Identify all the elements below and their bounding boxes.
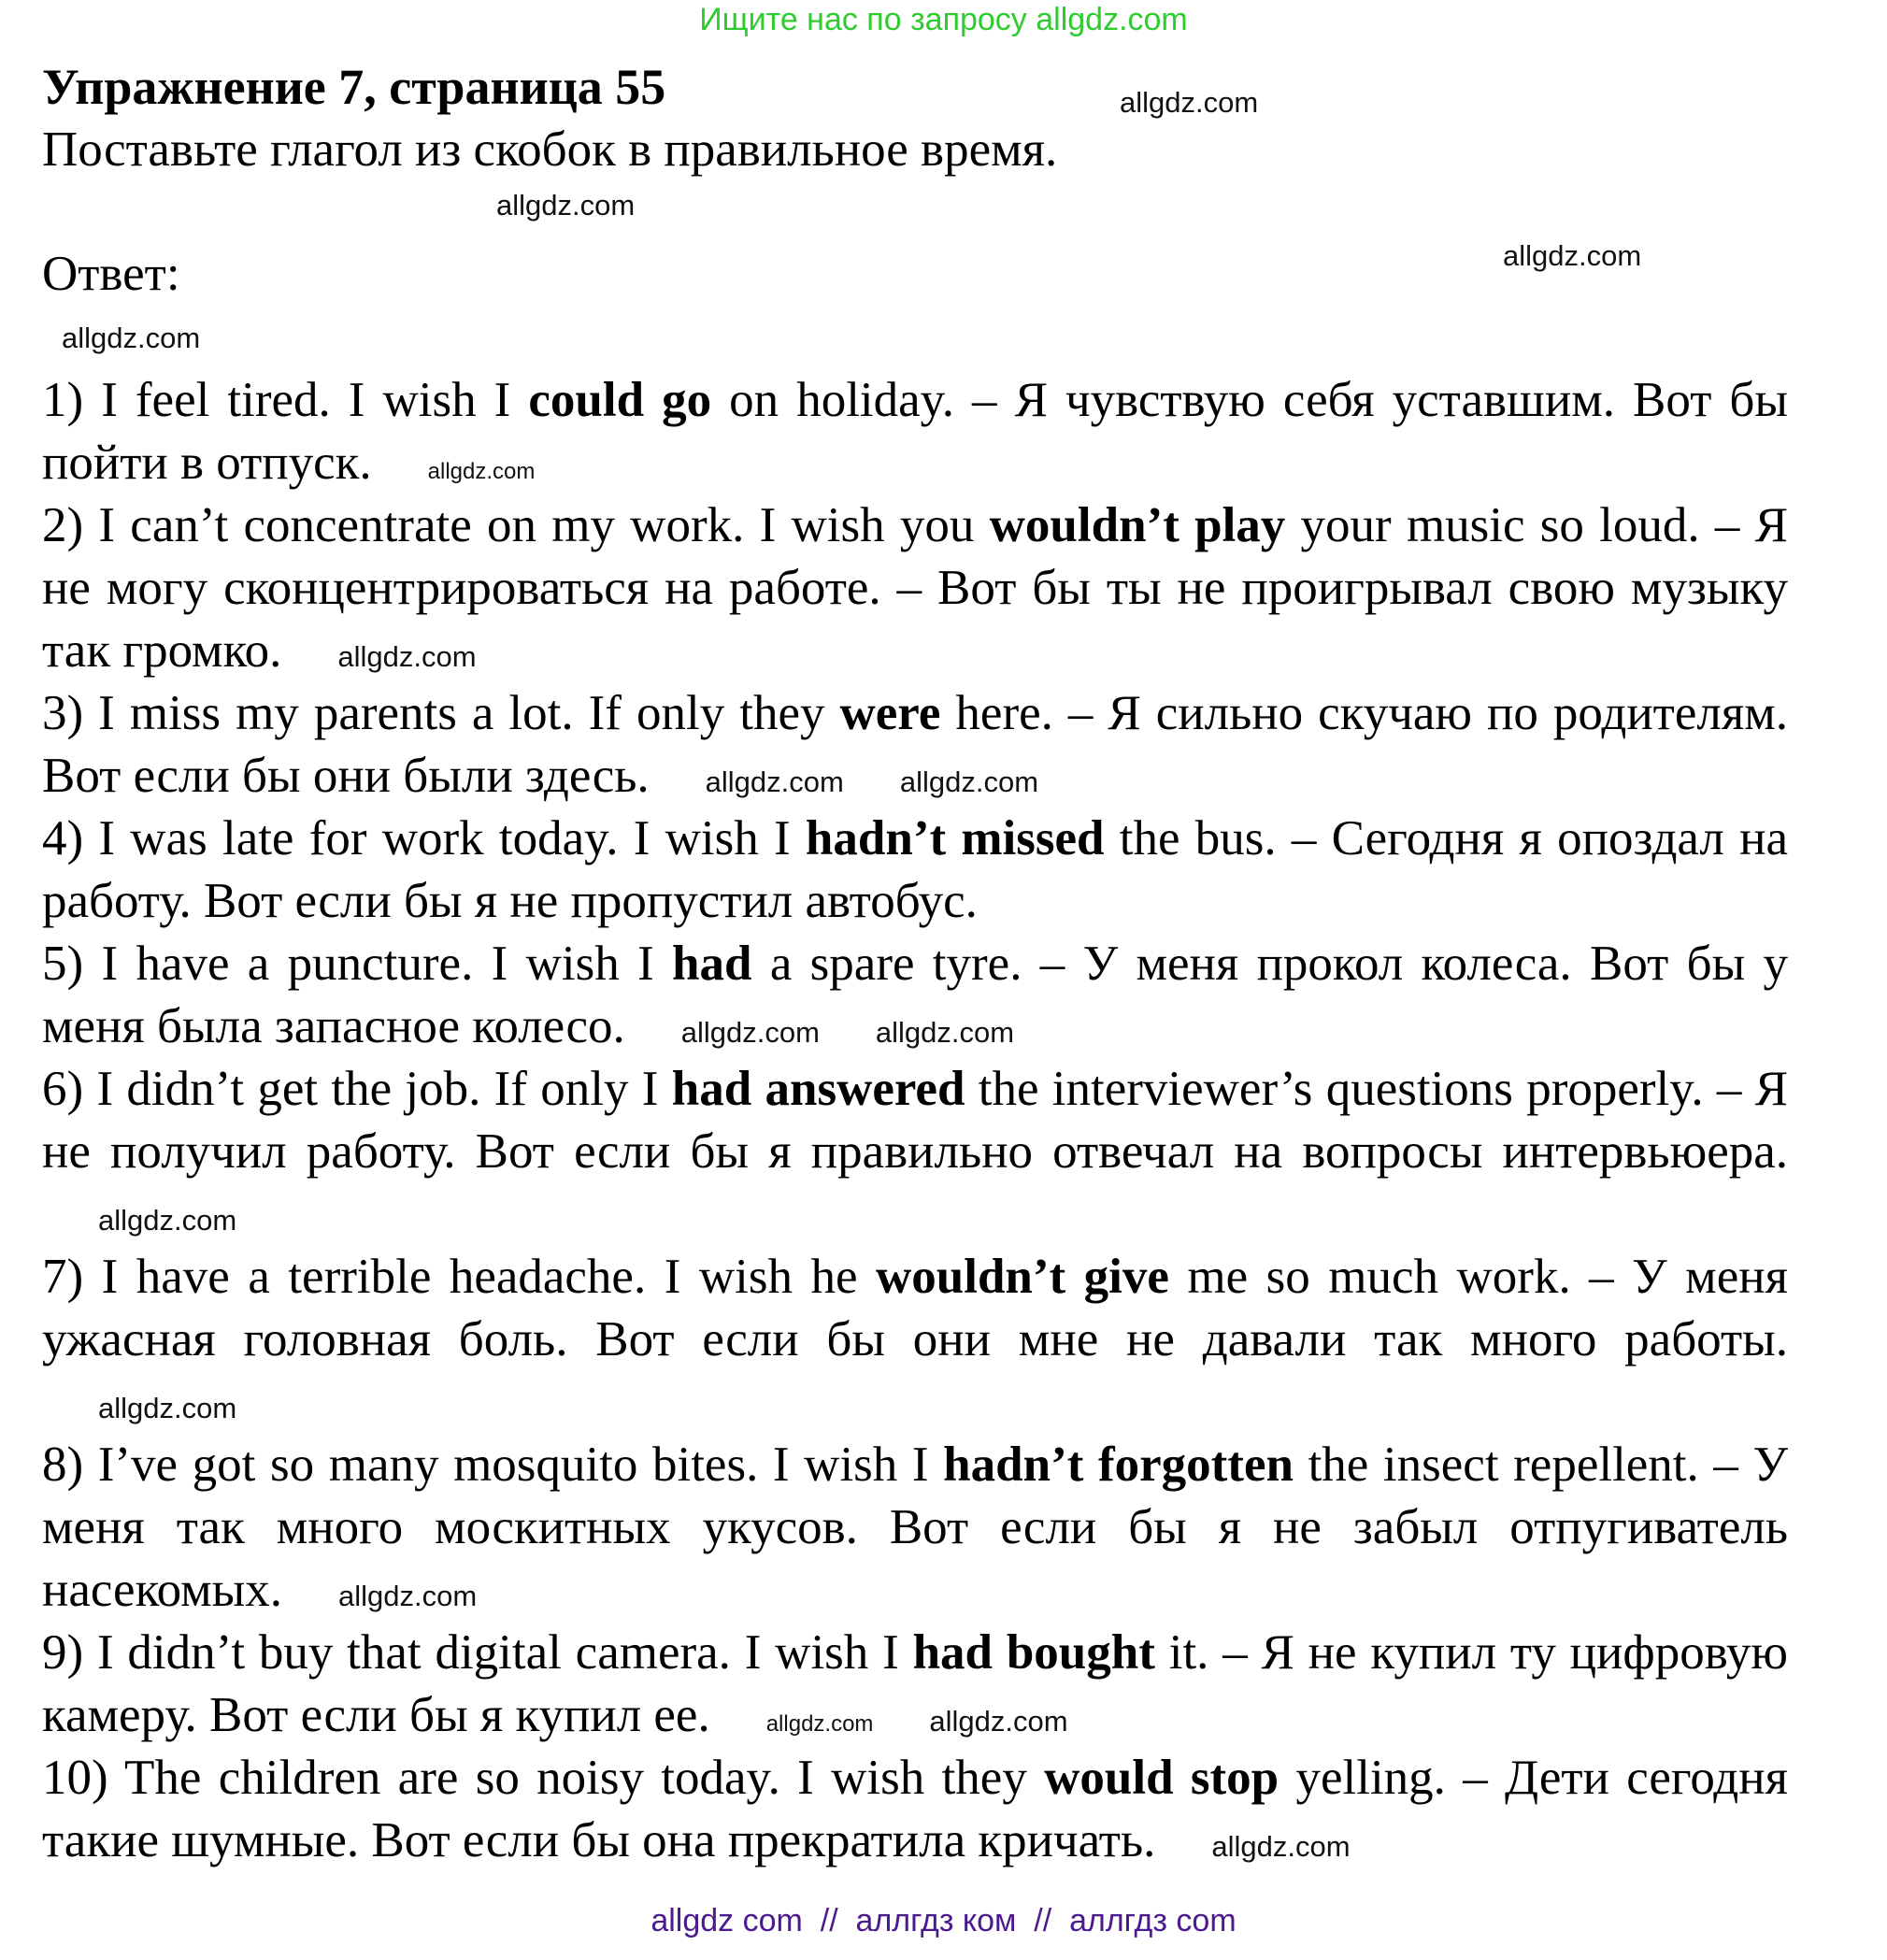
answer-item — [42, 1246, 1788, 1434]
answer-item — [42, 933, 1788, 1058]
watermark: allgdz.com — [427, 459, 536, 484]
item-answer: had bought — [912, 1625, 1155, 1680]
watermark: allgdz.com — [765, 1711, 874, 1737]
watermark: allgdz.com — [705, 765, 844, 798]
answer-item — [42, 494, 1788, 682]
item-text: the bus. – Сегодня я опоздал на работу. Вот если бы я не пропустил автобус. — [42, 811, 1788, 928]
item-answer: had — [672, 937, 752, 991]
item-text: your music so loud. – Я не могу сконцентрироваться на работе. – Вот бы ты не проигрывал свою музыку так громко. — [42, 498, 1788, 678]
answer-item — [42, 1747, 1788, 1872]
watermark: allgdz.com — [929, 1705, 1068, 1738]
item-text: 10) The children are so noisy today. I wish they — [42, 1751, 1045, 1805]
item-answer: could go — [528, 373, 712, 427]
task-text: Поставьте глагол из скобок в правильное время. — [42, 122, 1058, 177]
item-text: 8) I’ve got so many mosquito bites. I wish I — [42, 1438, 944, 1492]
item-text: here. – Я сильно скучаю по родителям. Вот если бы они были здесь. — [42, 686, 1788, 803]
watermark: allgdz.com — [680, 1016, 820, 1049]
item-text: 4) I was late for work today. I wish I — [42, 811, 806, 866]
item-text: 9) I didn’t buy that digital camera. I wish I — [42, 1625, 913, 1680]
item-answer: wouldn’t give — [875, 1250, 1169, 1304]
item-text: 1) I feel tired. I wish I — [42, 373, 529, 427]
watermark: allgdz.com — [98, 1392, 237, 1424]
answer-item — [42, 1434, 1788, 1622]
item-text: it. – Я не купил ту цифровую камеру. Вот если бы я купил ее. — [42, 1625, 1789, 1742]
watermark: allgdz.com — [1211, 1830, 1351, 1863]
watermark: allgdz.com — [875, 1016, 1015, 1049]
item-text: on holiday. – Я чувствую себя уставшим. Вот бы пойти в отпуск. — [42, 373, 1788, 490]
watermark: allgdz.com — [337, 640, 477, 673]
item-answer: had answered — [671, 1062, 965, 1116]
item-text: 6) I didn’t get the job. If only I — [42, 1062, 672, 1116]
item-text: 7) I have a terrible headache. I wish he — [42, 1250, 876, 1304]
answer-label: Ответ: — [42, 247, 180, 301]
answer-item — [42, 369, 1788, 494]
watermark: allgdz.com — [496, 189, 636, 222]
answer-item — [42, 808, 1788, 933]
item-answer: hadn’t missed — [805, 811, 1105, 866]
watermark: allgdz.com — [1120, 86, 1259, 119]
item-answer: hadn’t forgotten — [943, 1438, 1294, 1492]
answer-list — [42, 369, 1788, 1960]
watermark: allgdz.com — [338, 1580, 478, 1612]
bottom-banner-link[interactable]: allgdz com // аллгдз ком // аллгдз com — [650, 1903, 1237, 1939]
watermark: allgdz.com — [1503, 239, 1642, 272]
item-text: the interviewer’s questions properly. – Я не получил работу. Вот если бы я правильно отвечал на вопросы интервьюера. — [42, 1062, 1789, 1179]
item-text: me so much work. – У меня ужасная головная боль. Вот если бы они мне не давали так много работы. — [42, 1250, 1788, 1366]
watermark: allgdz.com — [98, 1204, 237, 1237]
item-text: the insect repellent. – У меня так много москитных укусов. Вот если бы я не забыл отпугиватель насекомых. — [42, 1438, 1789, 1617]
item-answer: wouldn’t play — [989, 498, 1286, 552]
watermark: allgdz.com — [62, 322, 201, 354]
item-text: a spare tyre. – У меня прокол колеса. Вот бы у меня была запасное колесо. — [42, 937, 1789, 1053]
top-banner-link[interactable]: Ищите нас по запросу allgdz.com — [699, 2, 1188, 37]
item-text: yelling. – Дети сегодня такие шумные. Вот если бы она прекратила кричать. — [42, 1751, 1789, 1867]
watermark: allgdz.com — [899, 765, 1039, 798]
answer-item — [42, 1622, 1788, 1747]
item-text: 2) I can’t concentrate on my work. I wish you — [42, 498, 990, 552]
item-text: 5) I have a puncture. I wish I — [42, 937, 673, 991]
item-answer: were — [839, 686, 941, 740]
item-text: 3) I miss my parents a lot. If only they — [42, 686, 840, 740]
answer-item — [42, 682, 1788, 808]
page-title: Упражнение 7, страница 55 — [42, 59, 666, 115]
answer-item — [42, 1058, 1788, 1246]
item-answer: would stop — [1044, 1751, 1279, 1805]
